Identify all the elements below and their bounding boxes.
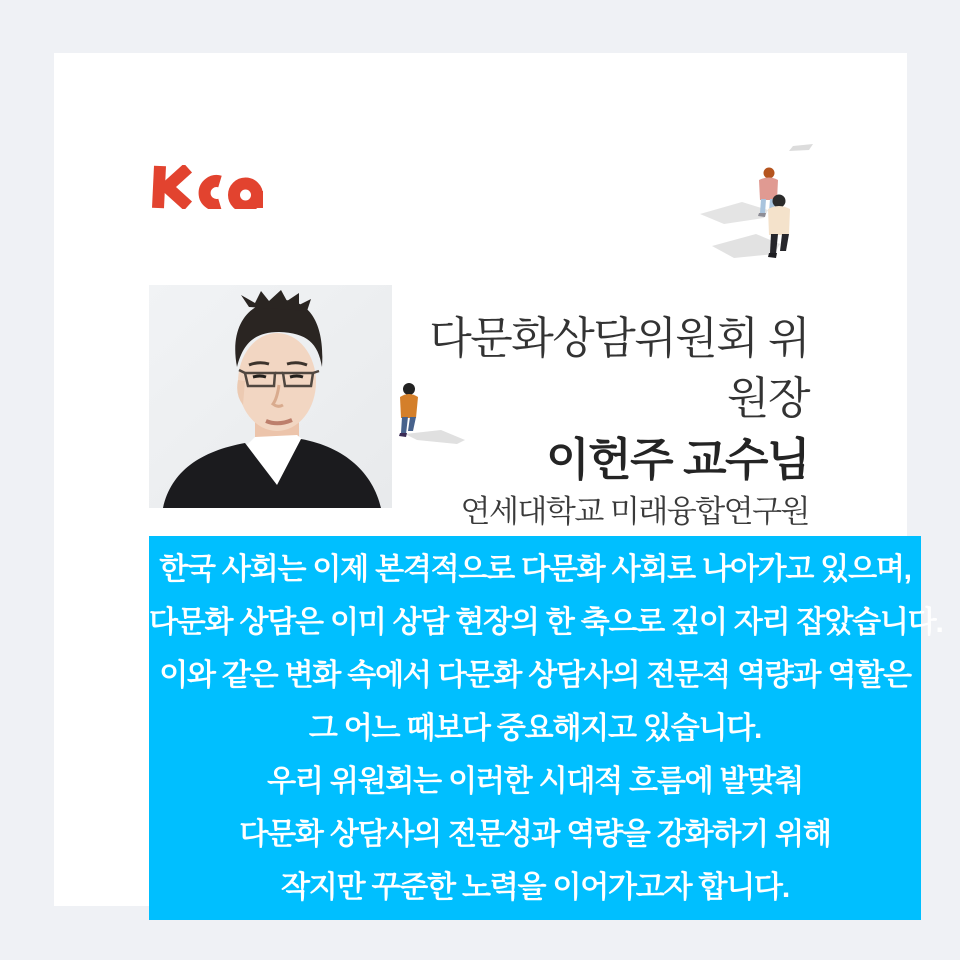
quote-box (149, 536, 943, 920)
standing-person-figure (399, 383, 418, 437)
quote-line: 이와 같은 변화 속에서 다문화 상담사의 전문적 역량과 역할은 (159, 658, 911, 692)
person-standing-icon (383, 376, 478, 446)
professor-portrait-photo (149, 285, 392, 508)
quote-line: 다문화 상담사의 전문성과 역량을 강화하기 위해 (239, 817, 831, 851)
portrait-illustration (149, 285, 392, 508)
quote-line: 그 어느 때보다 중요해지고 있습니다. (308, 711, 762, 745)
two-people-walking-icon (690, 142, 825, 267)
quote-line: 우리 위원회는 이러한 시대적 흐름에 발맞춰 (267, 764, 803, 798)
committee-title: 다문화상담위원회 위원장 (429, 314, 809, 423)
quote-line: 다문화 상담은 이미 상담 현장의 한 축으로 깊이 자리 잡았습니다. (149, 605, 943, 639)
quote-line: 작지만 꾸준한 노력을 이어가고자 합니다. (281, 870, 789, 904)
affiliation: 연세대학교 미래융합연구원 (460, 494, 809, 529)
professor-name: 이헌주 교수님 (546, 434, 809, 485)
kca-logo-icon (149, 165, 273, 209)
quote-line: 한국 사회는 이제 본격적으로 다문화 사회로 나아가고 있으며, (159, 552, 911, 586)
kca-logo-svg (149, 165, 273, 209)
